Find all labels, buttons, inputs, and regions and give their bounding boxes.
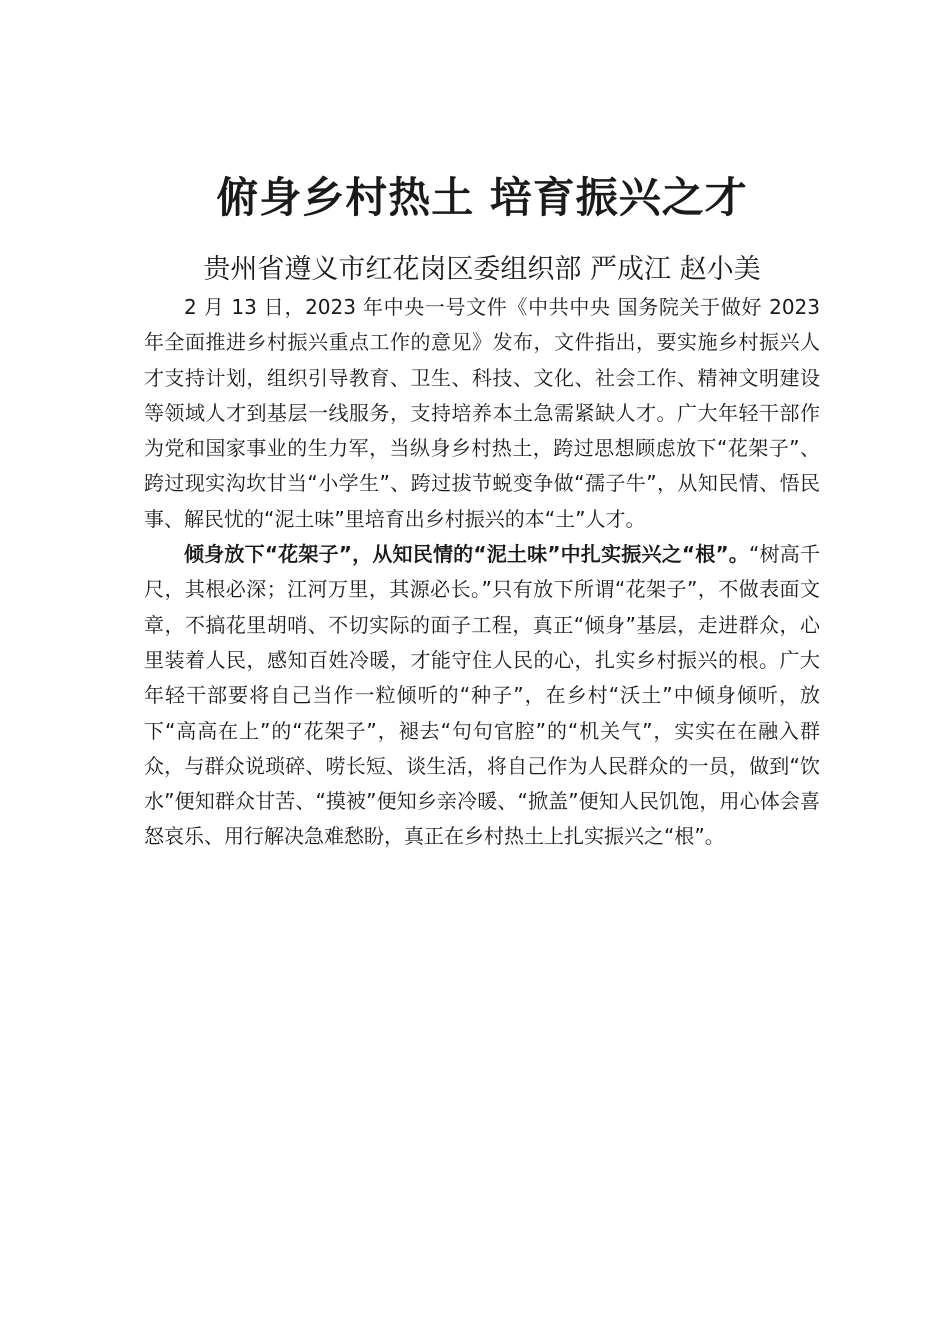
paragraph-text: 2 月 13 日，2023 年中央一号文件《中共中央 国务院关于做好 2023 年全面推进乡村振兴重点工作的意见》发布，文件指出，要实施乡村振兴人才支持计划，组织引导教育、卫生、科技、文化、社会工作、精神文明建设等领域人才到基层一线服务，支持培养本土急需紧缺人才。广大年轻干部作为党和国家事业的生力军，当纵身乡村热土，跨过思想顾虑放下“花架子”、跨过现实沟坎甘当“小学生”、跨过拔节蜕变争做“孺子牛”，从知民情、悟民事、解民忧的“泥土味”里培育出乡村振兴的本“土”人才。 — [144, 295, 820, 531]
paragraph-intro — [144, 290, 820, 537]
article-title: 俯身乡村热土 培育振兴之才 — [216, 173, 748, 222]
article-byline: 贵州省遵义市红花岗区委组织部 严成江 赵小美 — [203, 254, 761, 285]
article — [144, 168, 820, 855]
paragraph-text: “树高千尺，其根必深；江河万里，其源必长。”只有放下所谓“花架子”，不做表面文章，不搞花里胡哨、不切实际的面子工程，真正“倾身”基层，走进群众，心里装着人民，感知百姓冷暖，才能守住人民的心，扎实乡村振兴的根。广大年轻干部要将自己当作一粒倾听的“种子”，在乡村“沃土”中倾身倾听，放下“高高在上”的“花架子”，褪去“句句官腔”的“机关气”，实实在在融入群众，与群众说琐碎、唠长短、谈生活，将自己作为人民群众的一员，做到“饮水”便知群众甘苦、“摸被”便知乡亲冷暖、“掀盖”便知人民饥饱，用心体会喜怒哀乐、用行解决急难愁盼，真正在乡村热土上扎实振兴之“根”。 — [144, 542, 820, 849]
paragraph-section-1 — [144, 537, 820, 855]
paragraph-lead: 倾身放下“花架子”，从知民情的“泥土味”中扎实振兴之“根”。 — [184, 542, 750, 567]
